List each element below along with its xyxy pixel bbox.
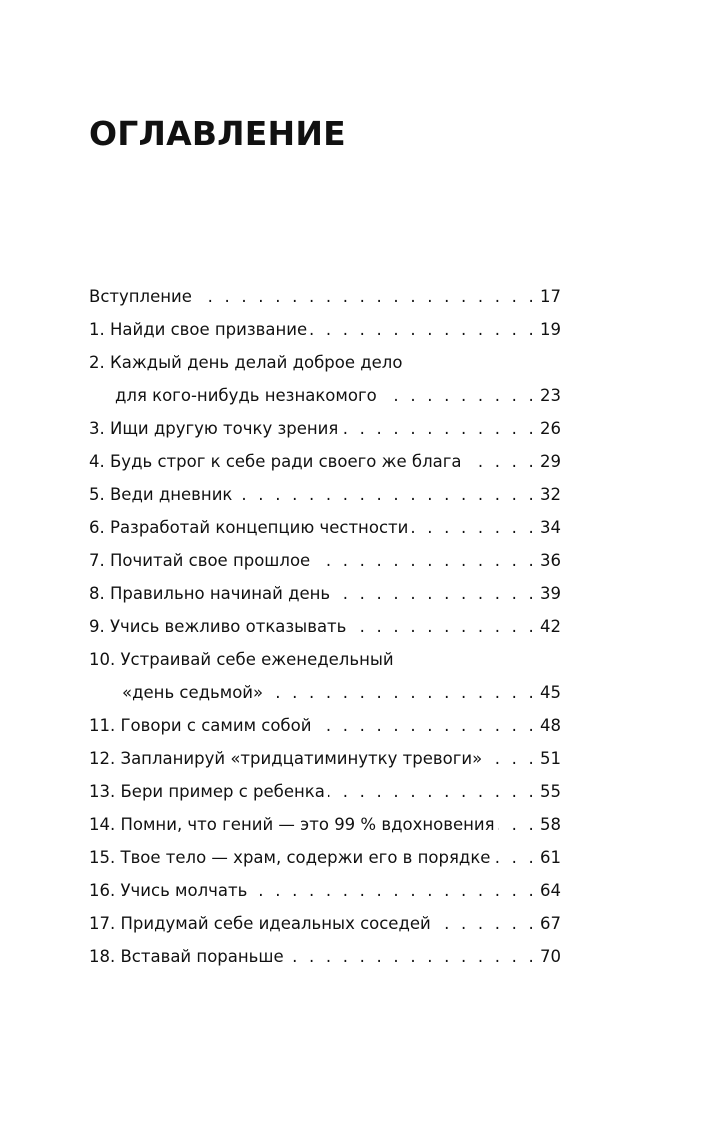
toc-page-number: 29 (540, 452, 561, 471)
toc-page-number: 67 (540, 914, 561, 933)
toc-page-number: 61 (540, 848, 561, 867)
toc-entry-title: 16. Учись молчать (89, 881, 248, 900)
toc-page-number: 58 (540, 815, 561, 834)
toc-entry[interactable] (89, 775, 561, 808)
toc-page-number: 26 (540, 419, 561, 438)
toc-entry-title: 15. Твое тело — храм, содержи его в порядке (89, 848, 491, 867)
toc-entry-title: 18. Вставай пораньше (89, 947, 284, 966)
toc-entry-title: 1. Найди свое призвание (89, 320, 308, 339)
dot-leader (195, 280, 537, 313)
toc-page-number: 23 (540, 386, 561, 405)
dot-leader (411, 511, 537, 544)
toc-page-number: 39 (540, 584, 561, 603)
toc-entry-title: 14. Помни, что гений — это 99 % вдохновения (89, 815, 495, 834)
toc-page-number: 32 (540, 485, 561, 504)
toc-entry[interactable] (89, 577, 561, 610)
dot-leader (333, 577, 537, 610)
toc-entry-title: 9. Учись вежливо отказывать (89, 617, 347, 636)
dot-leader (250, 874, 537, 907)
page-title: ОГЛАВЛЕНИЕ (89, 114, 346, 153)
toc-entry-title: 12. Запланируй «тридцатиминутку тревоги» (89, 749, 483, 768)
dot-leader (341, 412, 537, 445)
dot-leader (465, 445, 537, 478)
toc-entry[interactable] (89, 280, 561, 313)
toc-entry-title: 5. Веди дневник (89, 485, 233, 504)
toc-entry[interactable] (89, 445, 561, 478)
toc-entry-multiline[interactable] (89, 643, 561, 709)
dot-leader (485, 742, 537, 775)
dot-leader (314, 709, 537, 742)
toc-entry-title: 3. Ищи другую точку зрения (89, 419, 339, 438)
toc-entry[interactable] (89, 907, 561, 940)
toc-entry[interactable] (89, 412, 561, 445)
toc-entry[interactable] (89, 544, 561, 577)
dot-leader (434, 907, 537, 940)
toc-entry[interactable] (89, 610, 561, 643)
toc-entry-title-line-1: 10. Устраивай себе еженедельный (89, 650, 394, 669)
toc-entry-multiline[interactable] (89, 346, 561, 412)
toc-page-number: 19 (540, 320, 561, 339)
table-of-contents (89, 280, 561, 973)
toc-page-number: 36 (540, 551, 561, 570)
dot-leader (266, 676, 537, 709)
toc-page-number: 70 (540, 947, 561, 966)
toc-entry[interactable] (89, 874, 561, 907)
toc-entry[interactable] (89, 313, 561, 346)
dot-leader (349, 610, 537, 643)
toc-entry[interactable] (89, 478, 561, 511)
dot-leader (498, 808, 537, 841)
toc-entry-title-line-2: «день седьмой» (122, 683, 264, 702)
dot-leader (380, 379, 537, 412)
toc-page-number: 64 (540, 881, 561, 900)
toc-entry-title: 7. Почитай свое прошлое (89, 551, 311, 570)
toc-page-number: 48 (540, 716, 561, 735)
dot-leader (235, 478, 537, 511)
toc-entry-title: 11. Говори с самим собой (89, 716, 312, 735)
toc-entry[interactable] (89, 709, 561, 742)
dot-leader (493, 841, 537, 874)
toc-entry-title: 4. Будь строг к себе ради своего же блага (89, 452, 462, 471)
toc-entry-title: 13. Бери пример с ребенка (89, 782, 325, 801)
toc-entry[interactable] (89, 940, 561, 973)
dot-leader (310, 313, 537, 346)
toc-entry-title-line-1: 2. Каждый день делай доброе дело (89, 353, 403, 372)
dot-leader (287, 940, 537, 973)
toc-entry-title: 6. Разработай концепцию честности (89, 518, 409, 537)
toc-entry-title-line-2: для кого-нибудь незнакомого (115, 386, 377, 405)
toc-entry[interactable] (89, 808, 561, 841)
toc-page-number: 55 (540, 782, 561, 801)
toc-entry-title: Вступление (89, 287, 192, 306)
toc-page-number: 51 (540, 749, 561, 768)
toc-entry[interactable] (89, 511, 561, 544)
dot-leader (313, 544, 537, 577)
toc-page-number: 34 (540, 518, 561, 537)
toc-page-number: 42 (540, 617, 561, 636)
toc-entry-title: 17. Придумай себе идеальных соседей (89, 914, 431, 933)
toc-entry[interactable] (89, 742, 561, 775)
toc-entry-title: 8. Правильно начинай день (89, 584, 331, 603)
toc-page-number: 45 (540, 683, 561, 702)
dot-leader (328, 775, 537, 808)
toc-page-number: 17 (540, 287, 561, 306)
toc-entry[interactable] (89, 841, 561, 874)
